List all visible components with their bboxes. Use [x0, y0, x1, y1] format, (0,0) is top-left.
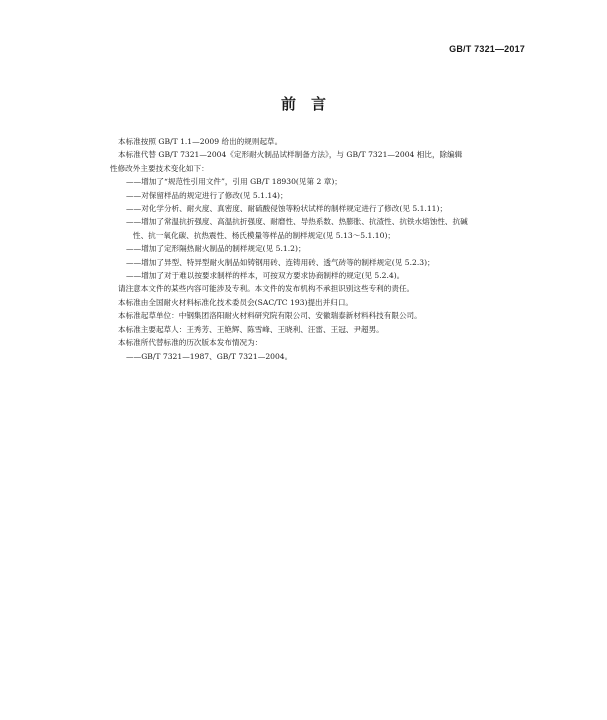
paragraph-line: ——增加了常温抗折强度、高温抗折强度、耐磨性、导热系数、热膨胀、抗渣性、抗铁水熔蚀性、抗碱 — [126, 217, 468, 227]
paragraph-line: 性、抗一氧化碳、抗热震性、杨氏模量等样品的制样规定(见 5.13～5.1.10)； — [133, 230, 396, 240]
paragraph-line: 请注意本文件的某些内容可能涉及专利。本文件的发布机构不承担识别这些专利的责任。 — [118, 284, 415, 294]
paragraph-line: ——对保留样品的规定进行了修改(见 5.1.14)； — [126, 190, 288, 200]
paragraph-line: ——增加了定形隔热耐火制品的制样规定(见 5.1.2)； — [126, 244, 306, 254]
paragraph-line: ——GB/T 7321—1987、GB/T 7321—2004。 — [126, 351, 293, 361]
foreword-body — [110, 135, 526, 363]
paragraph-line: 性修改外主要技术变化如下： — [110, 163, 209, 173]
paragraph-line: ——对化学分析、耐火度、真密度、耐硫酸侵蚀等粉状试样的制样规定进行了修改(见 5.1.11)； — [126, 204, 448, 214]
paragraph-line: ——增加了对于难以按要求制样的样本，可按双方要求协商制样的规定(见 5.2.4)。 — [126, 271, 405, 281]
paragraph-line: 本标准由全国耐火材料标准化技术委员会(SAC/TC 193)提出并归口。 — [118, 297, 354, 307]
paragraph-line: 本标准代替 GB/T 7321—2004《定形耐火制品试样制备方法》，与 GB/T 7321—2004 相比，除编辑 — [118, 150, 463, 160]
paragraph-line: 本标准按照 GB/T 1.1—2009 给出的规则起草。 — [118, 137, 283, 146]
paragraph-line: 本标准所代替标准的历次版本发布情况为： — [118, 338, 263, 348]
page-title: 前 言 — [280, 95, 326, 113]
paragraph-line: ——增加了“规范性引用文件”，引用 GB/T 18930(见第 2 章)； — [126, 177, 342, 187]
paragraph-line: 本标准起草单位：中钢集团洛阳耐火材料研究院有限公司、安徽瑞泰新材料科技有限公司。 — [118, 311, 422, 321]
paragraph-line: ——增加了异型、特异型耐火制品如铸钢用砖、连铸用砖、透气砖等的制样规定(见 5.2.3)； — [126, 257, 435, 267]
standard-code-header: GB/T 7321—2017 — [449, 44, 525, 54]
paragraph-line: 本标准主要起草人：王秀芳、王艳辉、陈雪峰、王晓利、汪雷、王冠、尹超男。 — [118, 324, 384, 334]
